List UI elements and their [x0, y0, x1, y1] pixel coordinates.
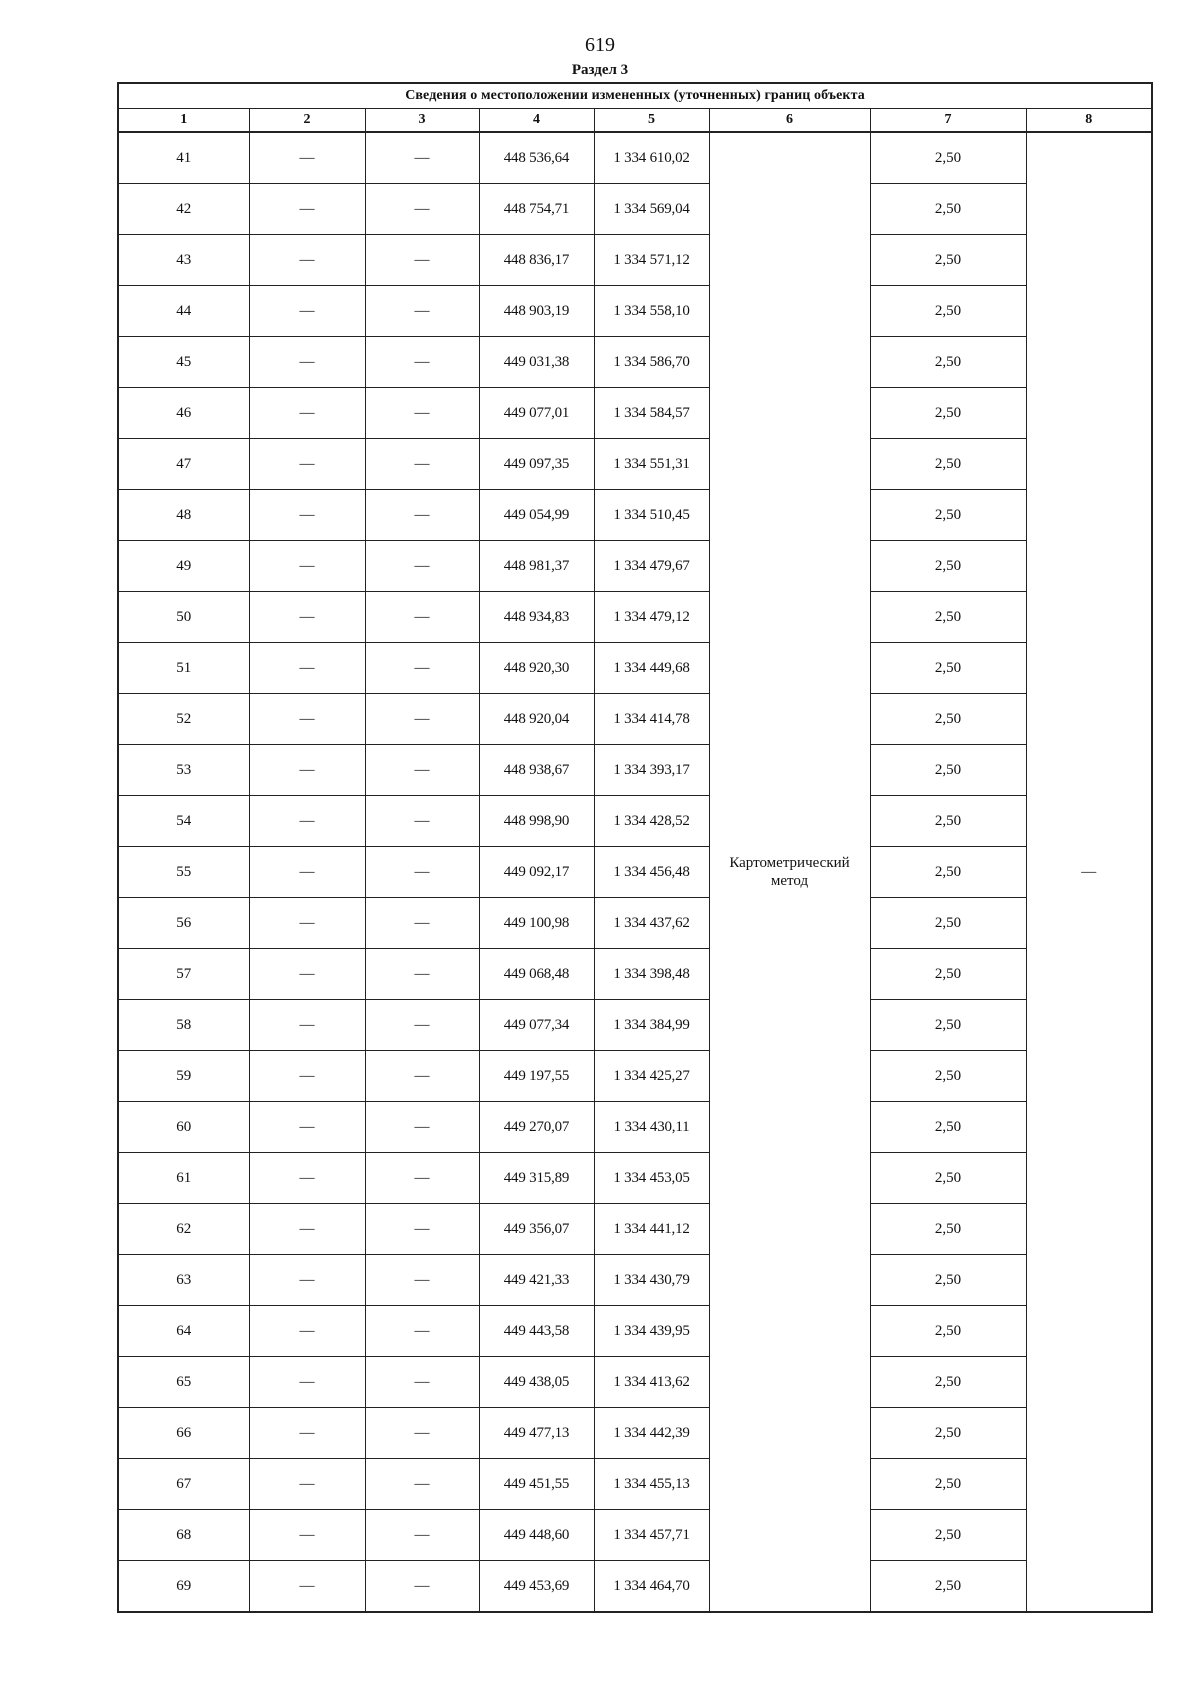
x-coordinate-cell: 449 270,07 — [479, 1102, 594, 1153]
y-coordinate-cell: 1 334 414,78 — [594, 694, 709, 745]
y-coordinate-cell: 1 334 457,71 — [594, 1510, 709, 1561]
x-coordinate-cell: 448 920,30 — [479, 643, 594, 694]
point-number-cell: 56 — [118, 898, 249, 949]
column-2-cell: — — [249, 796, 365, 847]
column-3-cell: — — [365, 847, 479, 898]
accuracy-cell: 2,50 — [870, 1051, 1026, 1102]
column-number-2: 2 — [249, 109, 365, 133]
y-coordinate-cell: 1 334 455,13 — [594, 1459, 709, 1510]
column-3-cell: — — [365, 1204, 479, 1255]
column-3-cell: — — [365, 286, 479, 337]
table-row — [118, 1255, 1152, 1306]
x-coordinate-cell: 448 754,71 — [479, 184, 594, 235]
table-row — [118, 1000, 1152, 1051]
column-2-cell: — — [249, 439, 365, 490]
column-number-6: 6 — [709, 109, 870, 133]
column-number-3: 3 — [365, 109, 479, 133]
x-coordinate-cell: 449 421,33 — [479, 1255, 594, 1306]
y-coordinate-cell: 1 334 569,04 — [594, 184, 709, 235]
column-3-cell: — — [365, 1000, 479, 1051]
x-coordinate-cell: 449 077,01 — [479, 388, 594, 439]
accuracy-cell: 2,50 — [870, 949, 1026, 1000]
column-3-cell: — — [365, 439, 479, 490]
table-row — [118, 490, 1152, 541]
point-number-cell: 49 — [118, 541, 249, 592]
x-coordinate-cell: 448 998,90 — [479, 796, 594, 847]
y-coordinate-cell: 1 334 398,48 — [594, 949, 709, 1000]
accuracy-cell: 2,50 — [870, 1306, 1026, 1357]
column-3-cell: — — [365, 1408, 479, 1459]
accuracy-cell: 2,50 — [870, 184, 1026, 235]
column-3-cell: — — [365, 337, 479, 388]
accuracy-cell: 2,50 — [870, 337, 1026, 388]
column-2-cell: — — [249, 388, 365, 439]
point-number-cell: 57 — [118, 949, 249, 1000]
boundary-coordinates-table — [117, 82, 1153, 1613]
accuracy-cell: 2,50 — [870, 439, 1026, 490]
point-number-cell: 58 — [118, 1000, 249, 1051]
point-number-cell: 48 — [118, 490, 249, 541]
point-number-cell: 50 — [118, 592, 249, 643]
column-2-cell: — — [249, 643, 365, 694]
column-2-cell: — — [249, 694, 365, 745]
x-coordinate-cell: 449 356,07 — [479, 1204, 594, 1255]
y-coordinate-cell: 1 334 479,67 — [594, 541, 709, 592]
column-2-cell: — — [249, 184, 365, 235]
point-number-cell: 65 — [118, 1357, 249, 1408]
column-2-cell: — — [249, 1102, 365, 1153]
column-2-cell: — — [249, 1357, 365, 1408]
x-coordinate-cell: 449 097,35 — [479, 439, 594, 490]
point-number-cell: 53 — [118, 745, 249, 796]
x-coordinate-cell: 448 536,64 — [479, 132, 594, 184]
column-2-cell: — — [249, 1510, 365, 1561]
y-coordinate-cell: 1 334 571,12 — [594, 235, 709, 286]
accuracy-cell: 2,50 — [870, 541, 1026, 592]
table-row — [118, 898, 1152, 949]
y-coordinate-cell: 1 334 453,05 — [594, 1153, 709, 1204]
table-row — [118, 1051, 1152, 1102]
point-number-cell: 45 — [118, 337, 249, 388]
column-3-cell: — — [365, 745, 479, 796]
x-coordinate-cell: 449 068,48 — [479, 949, 594, 1000]
column-3-cell: — — [365, 898, 479, 949]
y-coordinate-cell: 1 334 558,10 — [594, 286, 709, 337]
column-2-cell: — — [249, 1204, 365, 1255]
table-row — [118, 694, 1152, 745]
x-coordinate-cell: 448 920,04 — [479, 694, 594, 745]
point-number-cell: 52 — [118, 694, 249, 745]
table-row — [118, 1510, 1152, 1561]
accuracy-cell: 2,50 — [870, 796, 1026, 847]
accuracy-cell: 2,50 — [870, 286, 1026, 337]
x-coordinate-cell: 449 054,99 — [479, 490, 594, 541]
column-2-cell: — — [249, 898, 365, 949]
point-number-cell: 42 — [118, 184, 249, 235]
y-coordinate-cell: 1 334 479,12 — [594, 592, 709, 643]
y-coordinate-cell: 1 334 510,45 — [594, 490, 709, 541]
x-coordinate-cell: 448 981,37 — [479, 541, 594, 592]
point-number-cell: 60 — [118, 1102, 249, 1153]
accuracy-cell: 2,50 — [870, 898, 1026, 949]
accuracy-cell: 2,50 — [870, 490, 1026, 541]
accuracy-cell: 2,50 — [870, 1153, 1026, 1204]
y-coordinate-cell: 1 334 413,62 — [594, 1357, 709, 1408]
accuracy-cell: 2,50 — [870, 847, 1026, 898]
table-row — [118, 286, 1152, 337]
x-coordinate-cell: 449 443,58 — [479, 1306, 594, 1357]
column-3-cell: — — [365, 388, 479, 439]
y-coordinate-cell: 1 334 586,70 — [594, 337, 709, 388]
column-2-cell: — — [249, 1000, 365, 1051]
column-3-cell: — — [365, 1051, 479, 1102]
table-row — [118, 1561, 1152, 1613]
x-coordinate-cell: 449 315,89 — [479, 1153, 594, 1204]
accuracy-cell: 2,50 — [870, 1459, 1026, 1510]
column-3-cell: — — [365, 1306, 479, 1357]
column-2-cell: — — [249, 1051, 365, 1102]
point-number-cell: 46 — [118, 388, 249, 439]
table-row — [118, 1306, 1152, 1357]
accuracy-cell: 2,50 — [870, 1357, 1026, 1408]
accuracy-cell: 2,50 — [870, 1561, 1026, 1613]
column-2-cell: — — [249, 490, 365, 541]
x-coordinate-cell: 448 836,17 — [479, 235, 594, 286]
section-title: Раздел 3 — [571, 62, 629, 78]
x-coordinate-cell: 449 100,98 — [479, 898, 594, 949]
column-3-cell: — — [365, 1459, 479, 1510]
x-coordinate-cell: 449 031,38 — [479, 337, 594, 388]
table-row — [118, 541, 1152, 592]
point-number-cell: 43 — [118, 235, 249, 286]
column-3-cell: — — [365, 1153, 479, 1204]
column-2-cell: — — [249, 847, 365, 898]
y-coordinate-cell: 1 334 393,17 — [594, 745, 709, 796]
accuracy-cell: 2,50 — [870, 643, 1026, 694]
point-number-cell: 61 — [118, 1153, 249, 1204]
table-row — [118, 847, 1152, 898]
column-3-cell: — — [365, 694, 479, 745]
column-2-cell: — — [249, 1408, 365, 1459]
x-coordinate-cell: 449 092,17 — [479, 847, 594, 898]
point-number-cell: 44 — [118, 286, 249, 337]
table-row — [118, 235, 1152, 286]
x-coordinate-cell: 449 197,55 — [479, 1051, 594, 1102]
column-2-cell: — — [249, 235, 365, 286]
column-number-5: 5 — [594, 109, 709, 133]
column-2-cell: — — [249, 949, 365, 1000]
x-coordinate-cell: 449 448,60 — [479, 1510, 594, 1561]
table-row — [118, 643, 1152, 694]
point-number-cell: 64 — [118, 1306, 249, 1357]
point-number-cell: 41 — [118, 132, 249, 184]
y-coordinate-cell: 1 334 441,12 — [594, 1204, 709, 1255]
accuracy-cell: 2,50 — [870, 1102, 1026, 1153]
y-coordinate-cell: 1 334 449,68 — [594, 643, 709, 694]
table-row — [118, 1357, 1152, 1408]
column-2-cell: — — [249, 592, 365, 643]
y-coordinate-cell: 1 334 430,79 — [594, 1255, 709, 1306]
table-row — [118, 132, 1152, 184]
x-coordinate-cell: 448 903,19 — [479, 286, 594, 337]
column-3-cell: — — [365, 592, 479, 643]
table-caption: Сведения о местоположении измененных (уточненных) границ объекта — [118, 83, 1152, 109]
column-3-cell: — — [365, 643, 479, 694]
column-number-row — [118, 109, 1152, 133]
y-coordinate-cell: 1 334 584,57 — [594, 388, 709, 439]
accuracy-cell: 2,50 — [870, 388, 1026, 439]
accuracy-cell: 2,50 — [870, 1000, 1026, 1051]
table-row — [118, 1204, 1152, 1255]
accuracy-cell: 2,50 — [870, 1510, 1026, 1561]
table-row — [118, 439, 1152, 490]
y-coordinate-cell: 1 334 384,99 — [594, 1000, 709, 1051]
column-8-cell: — — [1026, 132, 1152, 1612]
table-row — [118, 745, 1152, 796]
column-3-cell: — — [365, 541, 479, 592]
accuracy-cell: 2,50 — [870, 745, 1026, 796]
x-coordinate-cell: 448 934,83 — [479, 592, 594, 643]
table-row — [118, 592, 1152, 643]
column-3-cell: — — [365, 1561, 479, 1613]
column-3-cell: — — [365, 184, 479, 235]
point-number-cell: 68 — [118, 1510, 249, 1561]
column-3-cell: — — [365, 235, 479, 286]
column-2-cell: — — [249, 1255, 365, 1306]
method-cell: Картометрический метод — [709, 132, 870, 1612]
column-3-cell: — — [365, 796, 479, 847]
accuracy-cell: 2,50 — [870, 694, 1026, 745]
column-3-cell: — — [365, 132, 479, 184]
accuracy-cell: 2,50 — [870, 132, 1026, 184]
column-3-cell: — — [365, 490, 479, 541]
y-coordinate-cell: 1 334 425,27 — [594, 1051, 709, 1102]
y-coordinate-cell: 1 334 456,48 — [594, 847, 709, 898]
table-row — [118, 1459, 1152, 1510]
column-number-1: 1 — [118, 109, 249, 133]
table-row — [118, 1102, 1152, 1153]
table-row — [118, 184, 1152, 235]
column-2-cell: — — [249, 337, 365, 388]
accuracy-cell: 2,50 — [870, 1204, 1026, 1255]
y-coordinate-cell: 1 334 551,31 — [594, 439, 709, 490]
column-3-cell: — — [365, 949, 479, 1000]
x-coordinate-cell: 449 451,55 — [479, 1459, 594, 1510]
x-coordinate-cell: 448 938,67 — [479, 745, 594, 796]
y-coordinate-cell: 1 334 610,02 — [594, 132, 709, 184]
page-number: 619 — [585, 34, 615, 56]
accuracy-cell: 2,50 — [870, 235, 1026, 286]
table-body — [118, 132, 1152, 1612]
column-2-cell: — — [249, 1153, 365, 1204]
column-3-cell: — — [365, 1255, 479, 1306]
y-coordinate-cell: 1 334 430,11 — [594, 1102, 709, 1153]
table-row — [118, 388, 1152, 439]
column-number-8: 8 — [1026, 109, 1152, 133]
column-2-cell: — — [249, 132, 365, 184]
y-coordinate-cell: 1 334 437,62 — [594, 898, 709, 949]
x-coordinate-cell: 449 077,34 — [479, 1000, 594, 1051]
point-number-cell: 63 — [118, 1255, 249, 1306]
accuracy-cell: 2,50 — [870, 1408, 1026, 1459]
point-number-cell: 59 — [118, 1051, 249, 1102]
table-row — [118, 1408, 1152, 1459]
y-coordinate-cell: 1 334 464,70 — [594, 1561, 709, 1613]
column-number-7: 7 — [870, 109, 1026, 133]
column-2-cell: — — [249, 1459, 365, 1510]
y-coordinate-cell: 1 334 442,39 — [594, 1408, 709, 1459]
column-2-cell: — — [249, 745, 365, 796]
column-number-4: 4 — [479, 109, 594, 133]
column-2-cell: — — [249, 1561, 365, 1613]
column-2-cell: — — [249, 541, 365, 592]
point-number-cell: 67 — [118, 1459, 249, 1510]
point-number-cell: 69 — [118, 1561, 249, 1613]
x-coordinate-cell: 449 438,05 — [479, 1357, 594, 1408]
column-3-cell: — — [365, 1102, 479, 1153]
table-row — [118, 796, 1152, 847]
point-number-cell: 47 — [118, 439, 249, 490]
y-coordinate-cell: 1 334 428,52 — [594, 796, 709, 847]
x-coordinate-cell: 449 453,69 — [479, 1561, 594, 1613]
point-number-cell: 62 — [118, 1204, 249, 1255]
accuracy-cell: 2,50 — [870, 592, 1026, 643]
point-number-cell: 55 — [118, 847, 249, 898]
column-2-cell: — — [249, 1306, 365, 1357]
column-3-cell: — — [365, 1357, 479, 1408]
x-coordinate-cell: 449 477,13 — [479, 1408, 594, 1459]
table-row — [118, 949, 1152, 1000]
point-number-cell: 66 — [118, 1408, 249, 1459]
accuracy-cell: 2,50 — [870, 1255, 1026, 1306]
table-row — [118, 337, 1152, 388]
point-number-cell: 54 — [118, 796, 249, 847]
point-number-cell: 51 — [118, 643, 249, 694]
y-coordinate-cell: 1 334 439,95 — [594, 1306, 709, 1357]
column-2-cell: — — [249, 286, 365, 337]
column-3-cell: — — [365, 1510, 479, 1561]
table-row — [118, 1153, 1152, 1204]
